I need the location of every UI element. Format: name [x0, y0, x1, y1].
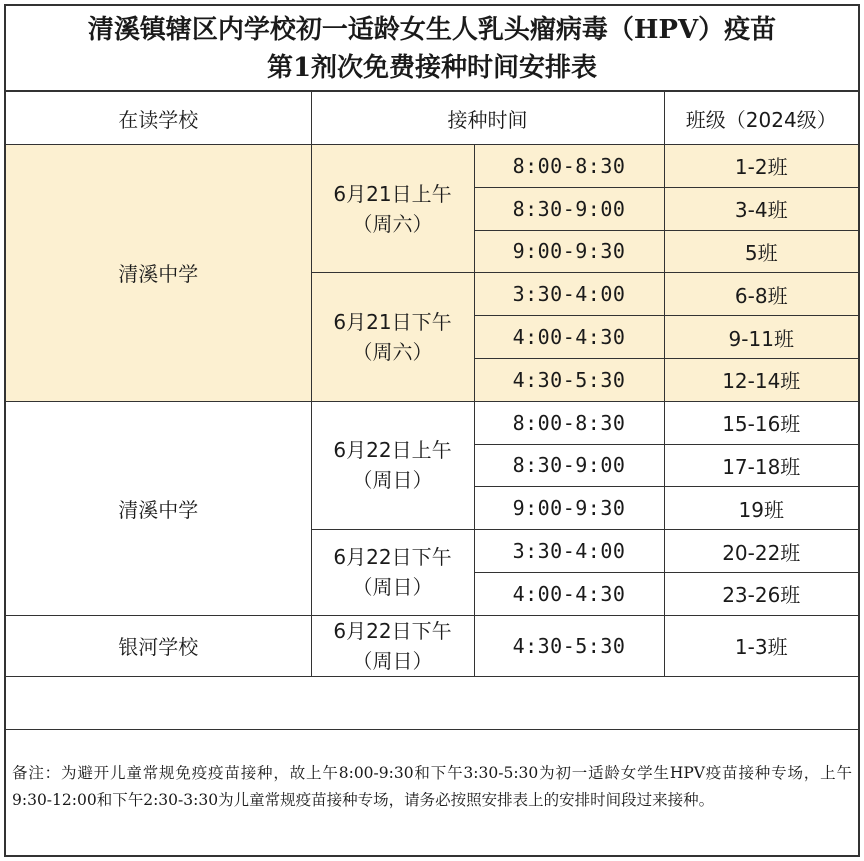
table-row	[6, 145, 858, 188]
time-slot-cell: 9:00-9:30	[474, 487, 664, 530]
time-slot-cell: 4:00-4:30	[474, 316, 664, 359]
header-row	[6, 92, 858, 145]
time-slot-cell: 8:30-9:00	[474, 187, 664, 230]
title-line-2: 第1剂次免费接种时间安排表	[266, 53, 598, 83]
session-weekday: （周日）	[352, 648, 433, 673]
class-cell: 19班	[664, 487, 858, 530]
school-cell: 清溪中学	[6, 401, 311, 615]
school-cell: 银河学校	[6, 615, 311, 676]
document-title	[6, 6, 858, 92]
session-date-cell	[311, 145, 474, 273]
schedule-table	[6, 92, 858, 677]
class-cell: 1-2班	[664, 145, 858, 188]
header-class: 班级（2024级）	[664, 92, 858, 145]
time-slot-cell: 4:30-5:30	[474, 615, 664, 676]
class-cell: 17-18班	[664, 444, 858, 487]
session-date: 6月22日上午	[333, 438, 452, 463]
class-cell: 23-26班	[664, 572, 858, 615]
session-date: 6月22日下午	[333, 545, 452, 570]
session-date-cell	[311, 273, 474, 401]
session-date-cell	[311, 615, 474, 676]
session-weekday: （周六）	[352, 340, 433, 365]
title-line-1: 清溪镇辖区内学校初一适龄女生人乳头瘤病毒（HPV）疫苗	[87, 15, 777, 45]
class-cell: 3-4班	[664, 187, 858, 230]
remark-note: 备注：为避开儿童常规免疫疫苗接种，故上午8:00-9:30和下午3:30-5:30为初一适龄女学生HPV疫苗接种专场，上午9:30-12:00和下午2:30-3:30为儿童常规疫苗接种专场，请务必按照安排表上的安排时间段过来接种。	[6, 729, 858, 855]
session-weekday: （周六）	[352, 211, 433, 236]
class-cell: 20-22班	[664, 530, 858, 573]
time-slot-cell: 3:30-4:00	[474, 273, 664, 316]
schedule-document	[4, 4, 860, 857]
time-slot-cell: 3:30-4:00	[474, 530, 664, 573]
session-weekday: （周日）	[352, 468, 433, 493]
class-cell: 5班	[664, 230, 858, 273]
school-cell: 清溪中学	[6, 145, 311, 402]
session-date-cell	[311, 401, 474, 529]
header-school: 在读学校	[6, 92, 311, 145]
class-cell: 12-14班	[664, 358, 858, 401]
header-time: 接种时间	[311, 92, 664, 145]
session-date-cell	[311, 530, 474, 616]
time-slot-cell: 4:30-5:30	[474, 358, 664, 401]
time-slot-cell: 8:00-8:30	[474, 145, 664, 188]
session-date: 6月21日下午	[333, 310, 452, 335]
session-date: 6月21日上午	[333, 181, 452, 206]
session-weekday: （周日）	[352, 575, 433, 600]
time-slot-cell: 8:00-8:30	[474, 401, 664, 444]
time-slot-cell: 8:30-9:00	[474, 444, 664, 487]
class-cell: 9-11班	[664, 316, 858, 359]
table-row	[6, 615, 858, 676]
table-row	[6, 401, 858, 444]
session-date: 6月22日下午	[333, 618, 452, 643]
class-cell: 6-8班	[664, 273, 858, 316]
time-slot-cell: 9:00-9:30	[474, 230, 664, 273]
time-slot-cell: 4:00-4:30	[474, 572, 664, 615]
class-cell: 1-3班	[664, 615, 858, 676]
class-cell: 15-16班	[664, 401, 858, 444]
